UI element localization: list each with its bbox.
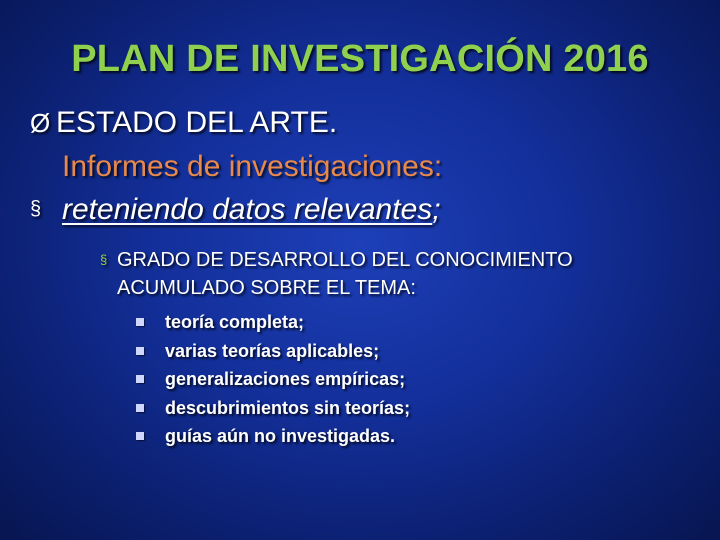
retaining-data-text: reteniendo datos relevantes <box>62 193 433 226</box>
reports-label: Informes de investigaciones: <box>62 150 443 183</box>
list-item-text: guías aún no investigadas. <box>165 426 396 446</box>
list-item-text: varias teorías aplicables; <box>165 340 380 361</box>
subheading-line-2: ACUMULADO SOBRE EL TEMA: <box>117 277 416 299</box>
section-heading-text: ESTADO DEL ARTE. <box>56 106 338 139</box>
square-bullet-icon <box>136 404 144 412</box>
square-bullet-icon: § <box>100 252 108 267</box>
list-item-text: generalizaciones empíricas; <box>165 369 406 389</box>
square-bullet-icon <box>136 432 144 440</box>
list-item <box>134 337 410 366</box>
square-bullet-icon: § <box>30 198 42 220</box>
knowledge-list <box>134 308 410 451</box>
square-bullet-icon <box>136 318 144 326</box>
arrow-bullet-icon: Ø <box>30 108 51 138</box>
square-bullet-icon <box>136 375 144 383</box>
subheading-line-1: GRADO DE DESARROLLO DEL CONOCIMIENTO <box>117 249 573 271</box>
list-item <box>134 365 410 394</box>
page-title: PLAN DE INVESTIGACIÓN 2016 <box>71 38 649 80</box>
list-item <box>134 394 410 423</box>
list-item-text: descubrimientos sin teorías; <box>165 397 411 418</box>
list-item <box>134 422 410 451</box>
section-heading <box>30 106 337 140</box>
square-bullet-icon <box>136 347 144 355</box>
list-item-text: teoría completa; <box>165 312 305 332</box>
retaining-data-end: ; <box>432 193 441 226</box>
subheading <box>100 246 700 302</box>
retaining-data-line <box>30 193 441 227</box>
list-item <box>134 308 410 337</box>
